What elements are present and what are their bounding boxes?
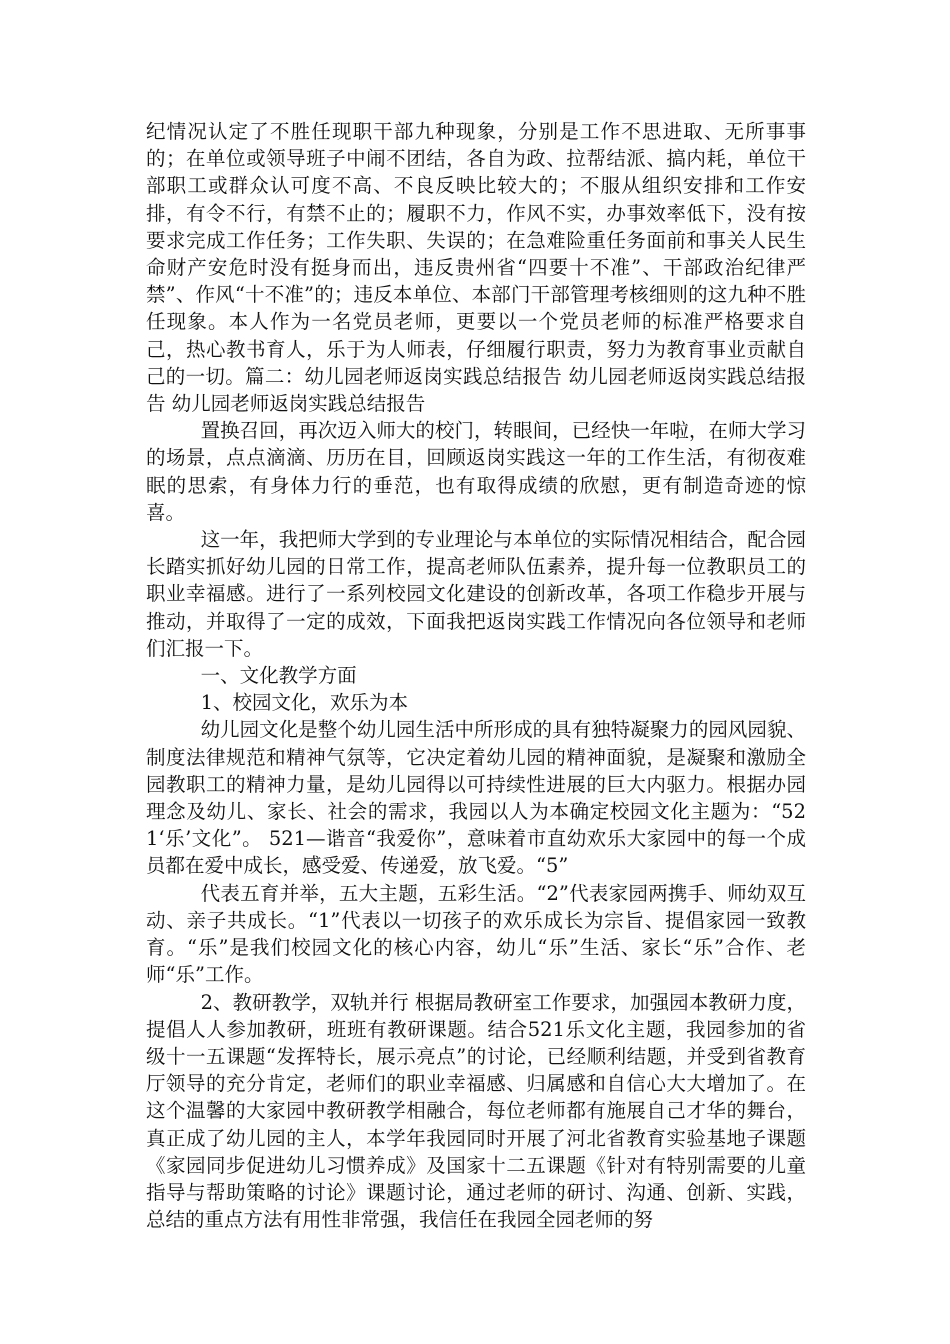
paragraph-research-teaching: 2、教研教学，双轨并行 根据局教研室工作要求，加强园本教研力度，提倡人人参加教研，班班有教研课题。结合521乐文化主题，我园参加的省级十一五课题“发挥特长，展示亮点”的讨论，已经顺利结题，并受到省教育厅领导的充分肯定，老师们的职业幸福感、归属感和自信心大大增加了。在这个温馨的大家园中教研教学相融合，每位老师都有施展自己才华的舞台，真正成了幼儿园的主人，本学年我园同时开展了河北省教育实验基地子课题《家园同步促进幼儿习惯养成》及国家十二五课题《针对有特别需要的儿童指导与帮助策略的讨论》课题讨论，通过老师的研讨、沟通、创新、实践，总结的重点方法有用性非常强，我信任在我园全园老师的努 — [146, 990, 806, 1232]
heading-campus-culture: 1、校园文化，欢乐为本 — [200, 691, 409, 715]
paragraph-intro: 置换召回，再次迈入师大的校门，转眼间，已经快一年啦，在师大学习的场景，点点滴滴、历历在目，回顾返岗实践这一年的工作生活，有彻夜难眠的思索，有身体力行的垂范，也有取得成绩的欣慰，更有制造奇迹的惊喜。 — [146, 419, 806, 524]
heading-culture-teaching: 一、文化教学方面 — [200, 664, 357, 688]
paragraph-five-meaning: 代表五育并举，五大主题，五彩生活。“2”代表家园两携手、师幼双互动、亲子共成长。“1”代表以一切孩子的欢乐成长为宗旨、提倡家园一致教育。“乐”是我们校园文化的核心内容，幼儿“乐”生活、家长“乐”合作、老师“乐”工作。 — [146, 881, 806, 987]
paragraph-continuation: 纪情况认定了不胜任现职干部九种现象，分别是工作不思进取、无所事事的；在单位或领导班子中闹不团结，各自为政、拉帮结派、搞内耗，单位干部职工或群众认可度不高、不良反映比较大的；不服从组织安排和工作安排，有令不行，有禁不止的；履职不力，作风不实，办事效率低下，没有按要求完成工作任务；工作失职、失误的；在急难险重任务面前和事关人民生命财产安危时没有挺身而出，违反贵州省“四要十不准”、干部政治纪律严禁”、作风“十不准”的；违反本单位、本部门干部管理考核细则的这九种不胜任现象。本人作为一名党员老师，更要以一个党员老师的标准严格要求自己，热心教书育人，乐于为人师表，仔细履行职责，努力为教育事业贡献自己的一切。篇二：幼儿园老师返岗实践总结报告 幼儿园老师返岗实践总结报告 幼儿园老师返岗实践总结报告 — [146, 120, 806, 416]
paragraph-kindergarten-culture: 幼儿园文化是整个幼儿园生活中所形成的具有独特凝聚力的园风园貌、制度法律规范和精神气氛等，它决定着幼儿园的精神面貌，是凝聚和激励全园教职工的精神力量，是幼儿园得以可持续性进展的巨大内驱力。根据办园理念及幼儿、家长、社会的需求，我园以人为本确定校园文化主题为：“521‘乐’文化”。 521—谐音“我爱你”，意味着市直幼欢乐大家园中的每一个成员都在爱中成长，感受爱、传递爱，放飞爱。“5” — [146, 718, 806, 878]
paragraph-year-summary: 这一年，我把师大学到的专业理论与本单位的实际情况相结合，配合园长踏实抓好幼儿园的日常工作，提高老师队伍素养，提升每一位教职员工的职业幸福感。进行了一系列校园文化建设的创新改革，各项工作稳步开展与推动，并取得了一定的成效，下面我把返岗实践工作情况向各位领导和老师们汇报一下。 — [146, 528, 806, 660]
document-page — [146, 118, 806, 1233]
